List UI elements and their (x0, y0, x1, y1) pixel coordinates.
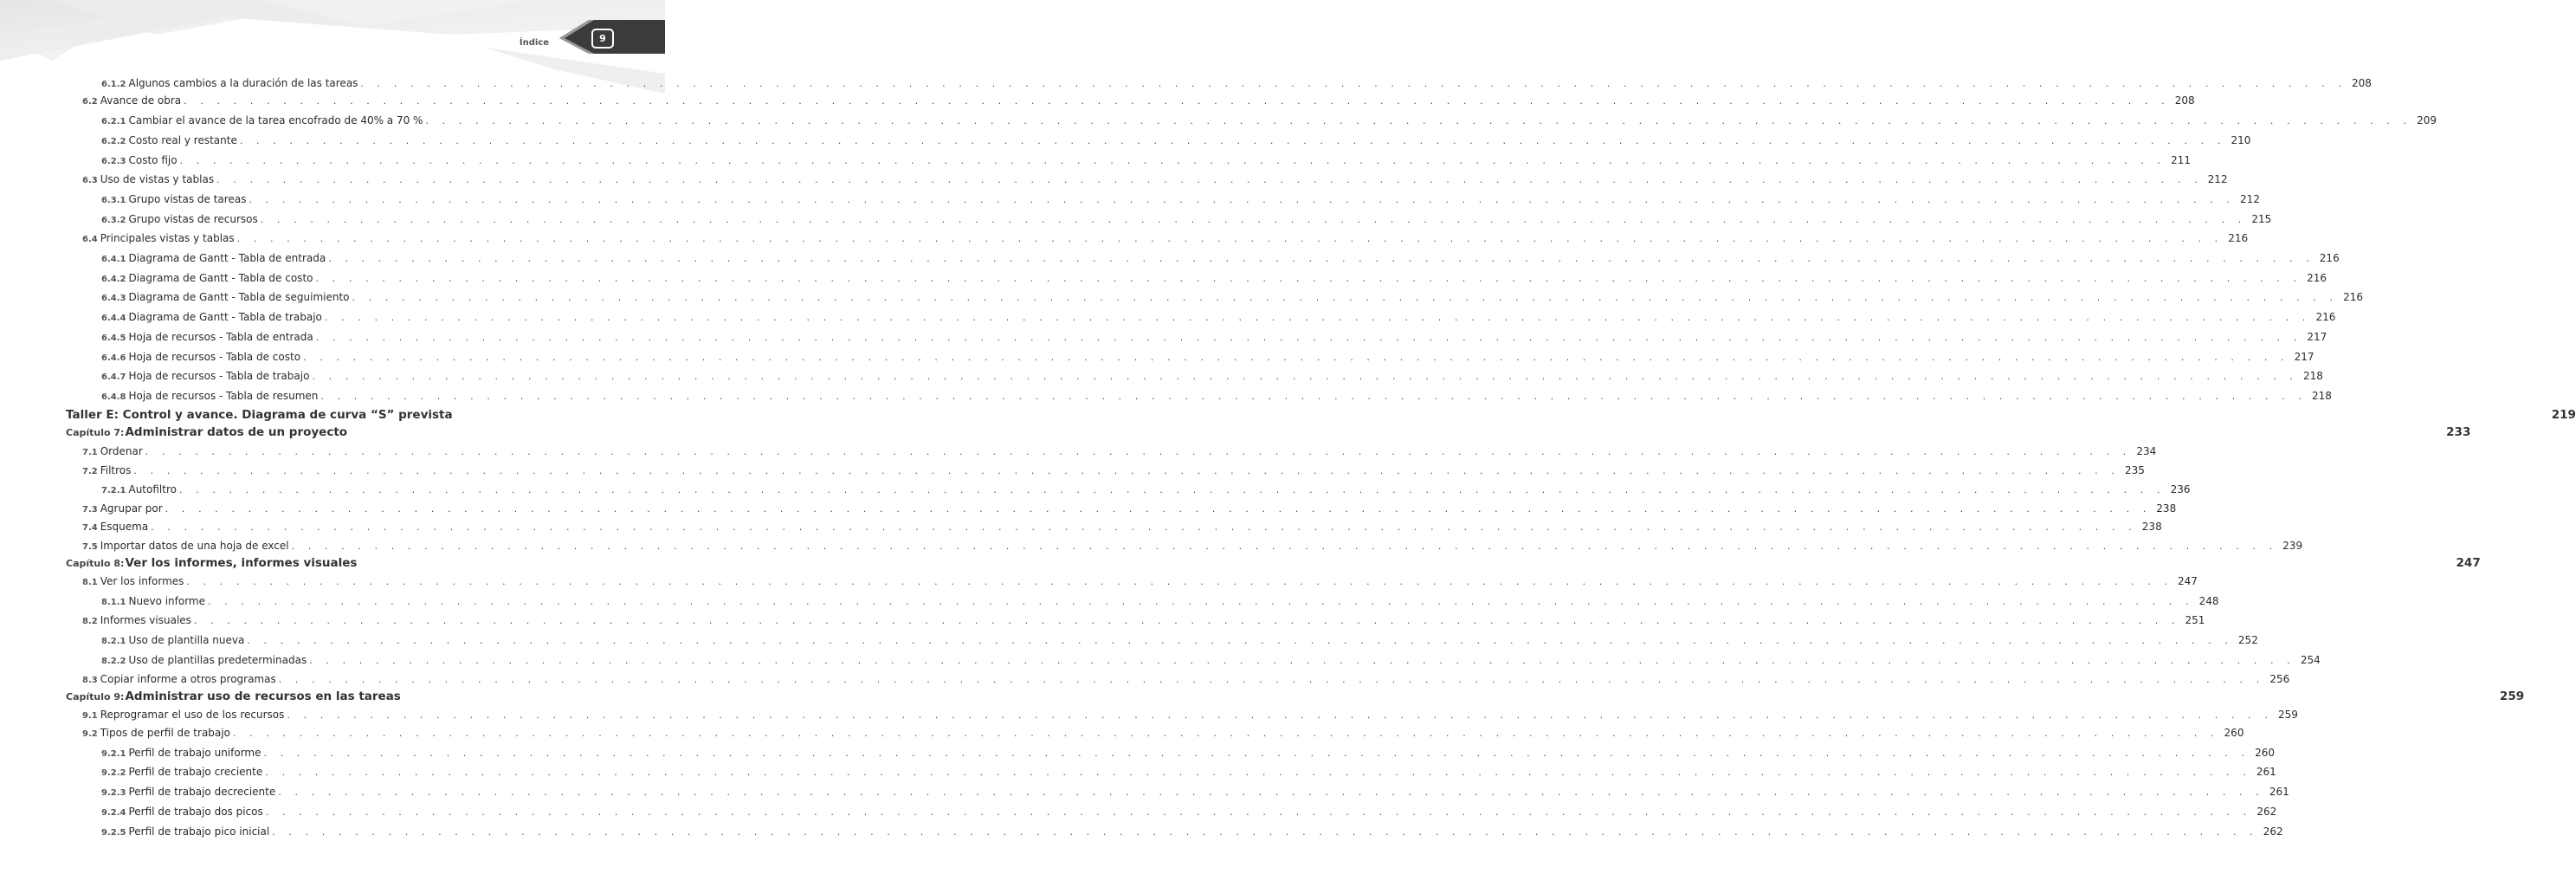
toc-entry-title (101, 213, 258, 225)
toc-entry-page: 248 (2198, 595, 2219, 607)
toc-entry-title (82, 502, 163, 515)
toc-entry-number: 9.2.3 (101, 788, 126, 798)
toc-leader-dots: . . . . . . . . . . . . . . . . . . . . . . . . . . . . . . . . . . . . . . . . . . . . . . . . . . . . . . . . . . . . . . . . . . . . . . . . . . . . . . . . . . . . . . . . . . . . . . . . . . . . . . . . . . . . . . . . . . . . . . . . (208, 596, 2194, 607)
toc-heading[interactable] (66, 408, 2576, 422)
toc-leader-dots: . . . . . . . . . . . . . . . . . . . . . . . . . . . . . . . . . . . . . . . . . . . . . . . . . . . . . . . . . . . . . . . . . . . . . . . . . . . . . . . . . . . . . . . . . . . . . . . . . . . . . . . . . . . . . . . . . . . . . . . . (179, 155, 2166, 166)
toc-entry-title (82, 521, 148, 533)
toc-entry-page: 215 (2251, 213, 2272, 225)
toc-leader-dots: . . . . . . . . . . . . . . . . . . . . . . . . . . . . . . . . . . . . . . . . . . . . . . . . . . . . . . . . . . . . . . . . . . . . . . . . . . . . . . . . . . . . . . . . . . . . . . . . . . . . . . . . . . . . . . . . . . . . . . . . (278, 787, 2264, 798)
toc-entry-text: Algunos cambios a la duración de las tareas (128, 77, 358, 89)
toc-entry-text: Diagrama de Gantt - Tabla de trabajo (128, 311, 322, 323)
toc-entry[interactable] (82, 94, 2195, 107)
toc-leader-dots: . . . . . . . . . . . . . . . . . . . . . . . . . . . . . . . . . . . . . . . . . . . . . . . . . . . . . . . . . . . . . . . . . . . . . . . . . . . . . . . . . . . . . . . . . . . . . . . . . . . . . . . . . . . . . . . . . . . . . . . . (425, 115, 2412, 126)
toc-entry-title (101, 77, 358, 89)
toc-entry-number: 6.4.1 (101, 255, 126, 264)
toc-entry-text: Perfil de trabajo uniforme (128, 747, 261, 759)
toc-leader-dots: . . . . . . . . . . . . . . . . . . . . . . . . . . . . . . . . . . . . . . . . . . . . . . . . . . . . . . . . . . . . . . . . . . . . . . . . . . . . . . . . . . . . . . . . . . . . . . . . . . . . . . . . . . . . . . . . . . . . . . . . (272, 826, 2258, 838)
toc-leader-dots: . . . . . . . . . . . . . . . . . . . . . . . . . . . . . . . . . . . . . . . . . . . . . . . . . . . . . . . . . . . . . . . . . . . . . . . . . . . . . . . . . . . . . . . . . . . . . . . . . . . . . . . . . . . . . . . . . . . . . . . . (239, 135, 2226, 146)
toc-entry-page: 262 (2256, 806, 2277, 818)
toc-entry-title (101, 370, 309, 382)
toc-leader-dots: . . . . . . . . . . . . . . . . . . . . . . . . . . . . . . . . . . . . . . . . . . . . . . . . . . . . . . . . . . . . . . . . . . . . . . . . . . . . . . . . . . . . . . . . . . . . . . . . . . . . . . . . . . . . . . . . . . . . . . . . (260, 214, 2247, 225)
toc-entry-number: 6.4.5 (101, 333, 126, 343)
toc-entry-page: 236 (2170, 483, 2191, 495)
toc-entry-text: Tipos de perfil de trabajo (100, 727, 230, 739)
toc-entry-text: Administrar uso de recursos en las tareas (125, 690, 401, 703)
toc-entry-text: Taller E: Control y avance. Diagrama de curva “S” prevista (66, 408, 453, 422)
toc-heading[interactable] (66, 425, 2471, 439)
toc-entry-text: Diagrama de Gantt - Tabla de entrada (128, 252, 326, 264)
toc-entry[interactable] (101, 747, 2275, 759)
toc-entry-title (101, 134, 237, 146)
toc-entry-text: Uso de plantillas predeterminadas (128, 654, 307, 666)
toc-entry[interactable] (101, 291, 2363, 303)
toc-leader-dots: . . . . . . . . . . . . . . . . . . . . . . . . . . . . . . . . . . . . . . . . . . . . . . . . . . . . . . . . . . . . . . . . . . . . . . . . . . . . . . . . . . . . . . . . . . . . . . . . . . . . . . . . . . . . . . . . . . . . . . . . (360, 78, 2347, 89)
toc-entry-page: 217 (2307, 331, 2327, 343)
toc-entry-page: 260 (2224, 727, 2244, 739)
toc-entry-title (101, 766, 262, 778)
toc-entry[interactable] (101, 351, 2315, 363)
toc-entry[interactable] (101, 311, 2336, 323)
toc-entry-page: 256 (2269, 673, 2290, 685)
toc-leader-dots: . . . . . . . . . . . . . . . . . . . . . . . . . . . . . . . . . . . . . . . . . . . . . . . . . . . . . . . . . . . . . . . . . . . . . . . . . . . . . . . . . . . . . . . . . . . . . . . . . . . . . . . . . . . . . . . . . . . . . . . . (265, 767, 2251, 778)
toc-entry[interactable] (101, 595, 2219, 607)
toc-entry-text: Importar datos de una hoja de excel (100, 540, 289, 552)
toc-entry[interactable] (82, 173, 2228, 185)
toc-entry-number: 9.2.5 (101, 828, 126, 838)
toc-entry-text: Informes visuales (100, 614, 191, 626)
toc-entry-number: 6.3 (82, 176, 98, 185)
toc-entry-number: 8.2.2 (101, 657, 126, 666)
toc-entry[interactable] (101, 483, 2191, 495)
toc-entry-page: 251 (2185, 614, 2205, 626)
toc-entry[interactable] (101, 786, 2289, 798)
toc-entry[interactable] (82, 445, 2157, 457)
toc-entry-number: 6.4.4 (101, 314, 126, 323)
toc-entry-number: 6.3.1 (101, 196, 126, 205)
toc-entry-number: 6.4 (82, 235, 98, 244)
toc-leader-dots: . . . . . . . . . . . . . . . . . . . . . . . . . . . . . . . . . . . . . . . . . . . . . . . . . . . . . . . . . . . . . . . . . . . . . . . . . . . . . . . . . . . . . . . . . . . . . . . . . . . . . . . . . . . . . . . . . . . . . . . . (278, 674, 2265, 685)
toc-entry-text: Hoja de recursos - Tabla de entrada (128, 331, 313, 343)
toc-leader-dots: . . . . . . . . . . . . . . . . . . . . . . . . . . . . . . . . . . . . . . . . . . . . . . . . . . . . . . . . . . . . . . . . . . . . . . . . . . . . . . . . . . . . . . . . . . . . . . . . . . . . . . . . . . . . . . . . . . . . . . . . (320, 391, 2307, 402)
toc-entry-number: 6.1.2 (101, 80, 126, 89)
toc-entry-text: Hoja de recursos - Tabla de trabajo (128, 370, 310, 382)
toc-entry[interactable] (101, 766, 2276, 778)
toc-entry-text: Esquema (100, 521, 149, 533)
toc-entry-page: 208 (2352, 77, 2372, 89)
toc-leader-dots: . . . . . . . . . . . . . . . . . . . . . . . . . . . . . . . . . . . . . . . . . . . . . . . . . . . . . . . . . . . . . . . . . . . . . . . . . . . . . . . . . . . . . . . . . . . . . . . . . . . . . . . . . . . . . . . . . . . . . . . . (315, 273, 2302, 284)
toc-entry-number: 7.5 (82, 542, 98, 552)
toc-entry-text: Nuevo informe (128, 595, 206, 607)
toc-entry-page: 216 (2307, 272, 2327, 284)
toc-entry-title (101, 483, 177, 495)
toc-leader-dots: . . . . . . . . . . . . . . . . . . . . . . . . . . . . . . . . . . . . . . . . . . . . . . . . . . . . . . . . . . . . . . . . . . . . . . . . . . . . . . . . . . . . . . . . . . . . . . . . . . . . . . . . . . . . . . . . . . . . . . . . (151, 521, 2137, 533)
toc-entry[interactable] (101, 77, 2372, 89)
toc-entry-text: Hoja de recursos - Tabla de costo (128, 351, 301, 363)
toc-entry-page: 212 (2240, 193, 2260, 205)
toc-entry-number: 9.2.4 (101, 808, 126, 818)
toc-entry-page: 211 (2171, 154, 2192, 166)
toc-entry-text: Administrar datos de un proyecto (125, 425, 348, 439)
toc-entry-number: 8.2 (82, 617, 98, 626)
toc-entry[interactable] (101, 825, 2283, 838)
toc-entry-page: 216 (2228, 232, 2249, 244)
toc-entry-page: 218 (2311, 390, 2332, 402)
toc-leader-dots: . . . . . . . . . . . . . . . . . . . . . . . . . . . . . . . . . . . . . . . . . . . . . . . . . . . . . . . . . . . . . . . . . . . . . . . . . . . . . . . . . . . . . . . . . . . . . . . . . . . . . . . . . . . . . . . . . . . . . . . . (303, 352, 2289, 363)
toc-entry-page: 216 (2343, 291, 2363, 303)
toc-entry-text: Perfil de trabajo decreciente (128, 786, 276, 798)
toc-entry-number: Capítulo 8: (66, 558, 125, 569)
toc-entry-text: Agrupar por (100, 502, 163, 515)
section-title: Índice (519, 38, 549, 48)
toc-entry[interactable] (101, 114, 2437, 126)
toc-leader-dots: . . . . . . . . . . . . . . . . . . . . . . . . . . . . . . . . . . . . . . . . . . . . . . . . . . . . . . . . . . . . . . . . . . . . . . . . . . . . . . . . . . . . . . . . . . . . . . . . . . . . . . . . . . . . . . . . . . . . . . . . (133, 465, 2120, 476)
toc-entry-page: 260 (2255, 747, 2275, 759)
toc-entry-number: 9.2.1 (101, 749, 126, 759)
toc-entry-page: 254 (2300, 654, 2321, 666)
toc-entry-text: Diagrama de Gantt - Tabla de costo (128, 272, 313, 284)
toc-entry[interactable] (82, 575, 2198, 587)
toc-leader-dots: . . . . . . . . . . . . . . . . . . . . . . . . . . . . . . . . . . . . . . . . . . . . . . . . . . . . . . . . . . . . . . . . . . . . . . . . . . . . . . . . . . . . . . . . . . . . . . . . . . . . . . . . . . . . . . . . . . . . . . . . (291, 541, 2278, 552)
toc-entry-title (101, 331, 313, 343)
toc-entry-title (82, 445, 143, 457)
toc-leader-dots: . . . . . . . . . . . . . . . . . . . . . . . . . . . . . . . . . . . . . . . . . . . . . . . . . . . . . . . . . . . . . . . . . . . . . . . . . . . . . . . . . . . . . . . . . . . . . . . . . . . . . . . . . . . . . . . . . . . . . . . . (186, 576, 2173, 587)
toc-entry-text: Autofiltro (128, 483, 177, 495)
toc-entry-text: Perfil de trabajo creciente (128, 766, 263, 778)
toc-entry-page: 216 (2315, 311, 2336, 323)
toc-entry[interactable] (82, 502, 2177, 515)
toc-entry-page: 235 (2124, 464, 2145, 476)
toc-leader-dots: . . . . . . . . . . . . . . . . . . . . . . . . . . . . . . . . . . . . . . . . . . . . . . . . . . . . . . . . . . . . . . . . . . . . . . . . . . . . . . . . . . . . . . . . . . . . . . . . . . . . . . . . . . . . . . . . . . . . . . . . (165, 503, 2152, 515)
toc-entry[interactable] (101, 634, 2258, 646)
toc-entry-number: 6.4.3 (101, 294, 126, 303)
toc-entry-number: 6.4.8 (101, 392, 126, 402)
toc-entry-title (101, 806, 263, 818)
toc-entry-text: Perfil de trabajo dos picos (128, 806, 263, 818)
toc-entry-title (82, 614, 191, 626)
toc-leader-dots: . . . . . . . . . . . . . . . . . . . . . . . . . . . . . . . . . . . . . . . . . . . . . . . . . . . . . . . . . . . . . . . . . . . . . . . . . . . . . . . . . . . . . . . . . . . . . . . . . . . . . . . . . . . . . . . . . . . . . . . . (193, 615, 2180, 626)
page-number: 9 (591, 29, 614, 49)
toc-entry-title (101, 747, 261, 759)
toc-entry-text: Diagrama de Gantt - Tabla de seguimiento (128, 291, 350, 303)
toc-entry-text: Hoja de recursos - Tabla de resumen (128, 390, 319, 402)
toc-entry-title (82, 673, 276, 685)
toc-entry[interactable] (101, 252, 2340, 264)
toc-entry-title (101, 311, 322, 323)
toc-leader-dots: . . . . . . . . . . . . . . . . . . . . . . . . . . . . . . . . . . . . . . . . . . . . . . . . . . . . . . . . . . . . . . . . . . . . . . . . . . . . . . . . . . . . . . . . . . . . . . . . . . . . . . . . . . . . . . . . . . . . . . . . (145, 446, 2132, 457)
toc-entry-number: 7.2.1 (101, 486, 126, 495)
toc-entry-number: 6.3.2 (101, 216, 126, 225)
toc-entry-number: 7.3 (82, 505, 98, 515)
toc-heading[interactable] (66, 556, 2481, 570)
toc-entry-number: 8.2.1 (101, 637, 126, 646)
toc-entry-text: Avance de obra (100, 94, 182, 107)
toc-entry-page: 234 (2136, 445, 2157, 457)
toc-entry-title (101, 786, 275, 798)
toc-entry-page: 216 (2319, 252, 2340, 264)
toc-entry[interactable] (101, 390, 2332, 402)
toc-entry-number: 6.4.2 (101, 275, 126, 284)
toc-entry-title (101, 654, 307, 666)
toc-entry-text: Costo fijo (128, 154, 178, 166)
toc-entry-text: Ver los informes, informes visuales (125, 556, 358, 570)
toc-leader-dots: . . . . . . . . . . . . . . . . . . . . . . . . . . . . . . . . . . . . . . . . . . . . . . . . . . . . . . . . . . . . . . . . . . . . . . . . . . . . . . . . . . . . . . . . . . . . . . . . . . . . . . . . . . . . . . . . . . . . . . . . (247, 635, 2233, 646)
toc-entry-page: 208 (2174, 94, 2195, 107)
toc-entry-page: 219 (2551, 408, 2576, 422)
toc-entry[interactable] (101, 370, 2323, 382)
toc-entry-title (82, 232, 235, 244)
toc-entry-page: 238 (2141, 521, 2162, 533)
toc-entry-title (66, 556, 357, 570)
toc-entry-title (101, 252, 326, 264)
toc-entry-title (101, 825, 269, 838)
toc-leader-dots: . . . . . . . . . . . . . . . . . . . . . . . . . . . . . . . . . . . . . . . . . . . . . . . . . . . . . . . . . . . . . . . . . . . . . . . . . . . . . . . . . . . . . . . . . . . . . . . . . . . . . . . . . . . . . . . . . . . . . . . . (178, 484, 2166, 495)
toc-entry-number: 6.2.3 (101, 157, 126, 166)
toc-entry-text: Ordenar (100, 445, 143, 457)
toc-leader-dots: . . . . . . . . . . . . . . . . . . . . . . . . . . . . . . . . . . . . . . . . . . . . . . . . . . . . . . . . . . . . . . . . . . . . . . . . . . . . . . . . . . . . . . . . . . . . . . . . . . . . . . . . . . . . . . . . . . . . . . . . (324, 312, 2311, 323)
toc-entry[interactable] (82, 727, 2244, 739)
toc-entry-page: 233 (2446, 425, 2471, 439)
toc-entry-title (101, 390, 318, 402)
toc-entry-page: 247 (2456, 556, 2481, 570)
toc-entry[interactable] (101, 272, 2327, 284)
toc-entry-text: Principales vistas y tablas (100, 232, 235, 244)
toc-entry-page: 212 (2207, 173, 2228, 185)
toc-entry[interactable] (101, 806, 2277, 818)
toc-leader-dots: . . . . . . . . . . . . . . . . . . . . . . . . . . . . . . . . . . . . . . . . . . . . . . . . . . . . . . . . . . . . . . . . . . . . . . . . . . . . . . . . . . . . . . . . . . . . . . . . . . . . . . . . . . . . . . . . . . . . . . . . (263, 748, 2250, 759)
toc-entry-text: Perfil de trabajo pico inicial (128, 825, 270, 838)
toc-entry-number: 8.3 (82, 676, 98, 685)
toc-entry[interactable] (82, 540, 2303, 552)
toc-entry-number: 6.4.7 (101, 372, 126, 382)
toc-entry-page: 261 (2269, 786, 2289, 798)
toc-entry-text: Cambiar el avance de la tarea encofrado de 40% a 70 % (128, 114, 423, 126)
toc-entry-page: 261 (2256, 766, 2276, 778)
toc-entry-number: 6.4.6 (101, 353, 126, 363)
toc-entry-page: 210 (2231, 134, 2251, 146)
toc-entry-number: 7.2 (82, 467, 98, 476)
toc-entry-number: 6.2 (82, 97, 98, 107)
toc-entry-number: Capítulo 7: (66, 427, 125, 438)
toc-entry[interactable] (101, 134, 2251, 146)
toc-entry[interactable] (82, 614, 2205, 626)
toc-entry-number: 9.2 (82, 729, 98, 739)
toc-entry-page: 259 (2277, 709, 2298, 721)
toc-entry-number: 7.4 (82, 523, 98, 533)
toc-entry-number: 6.2.2 (101, 137, 126, 146)
toc-entry-text: Uso de vistas y tablas (100, 173, 215, 185)
toc-entry-title (101, 272, 313, 284)
toc-leader-dots: . . . . . . . . . . . . . . . . . . . . . . . . . . . . . . . . . . . . . . . . . . . . . . . . . . . . . . . . . . . . . . . . . . . . . . . . . . . . . . . . . . . . . . . . . . . . . . . . . . . . . . . . . . . . . . . . . . . . . . . . (352, 292, 2339, 303)
toc-entry[interactable] (101, 193, 2260, 205)
toc-entry-text: Reprogramar el uso de los recursos (100, 709, 285, 721)
toc-leader-dots: . . . . . . . . . . . . . . . . . . . . . . . . . . . . . . . . . . . . . . . . . . . . . . . . . . . . . . . . . . . . . . . . . . . . . . . . . . . . . . . . . . . . . . . . . . . . . . . . . . . . . . . . . . . . . . . . . . . . . . . . (328, 253, 2315, 264)
toc-entry-title (101, 351, 300, 363)
toc-entry[interactable] (82, 673, 2290, 685)
toc-leader-dots: . . . . . . . . . . . . . . . . . . . . . . . . . . . . . . . . . . . . . . . . . . . . . . . . . . . . . . . . . . . . . . . . . . . . . . . . . . . . . . . . . . . . . . . . . . . . . . . . . . . . . . . . . . . . . . . . . . . . . . . . (184, 95, 2170, 107)
toc-entry-page: 259 (2499, 690, 2525, 703)
toc-entry-text: Copiar informe a otros programas (100, 673, 276, 685)
toc-entry-title (101, 154, 178, 166)
toc-entry-page: 239 (2282, 540, 2303, 552)
toc-leader-dots: . . . . . . . . . . . . . . . . . . . . . . . . . . . . . . . . . . . . . . . . . . . . . . . . . . . . . . . . . . . . . . . . . . . . . . . . . . . . . . . . . . . . . . . . . . . . . . . . . . . . . . . . . . . . . . . . . . . . . . . . (265, 806, 2252, 818)
toc-leader-dots: . . . . . . . . . . . . . . . . . . . . . . . . . . . . . . . . . . . . . . . . . . . . . . . . . . . . . . . . . . . . . . . . . . . . . . . . . . . . . . . . . . . . . . . . . . . . . . . . . . . . . . . . . . . . . . . . . . . . . . . . (315, 332, 2302, 343)
toc-leader-dots: . . . . . . . . . . . . . . . . . . . . . . . . . . . . . . . . . . . . . . . . . . . . . . . . . . . . . . . . . . . . . . . . . . . . . . . . . . . . . . . . . . . . . . . . . . . . . . . . . . . . . . . . . . . . . . . . . . . . . . . . (309, 655, 2295, 666)
toc-entry[interactable] (101, 213, 2272, 225)
toc-entry[interactable] (101, 331, 2327, 343)
toc-entry-title (101, 193, 246, 205)
toc-entry-number: 8.1.1 (101, 598, 126, 607)
toc-entry-page: 217 (2294, 351, 2315, 363)
toc-entry-title (66, 425, 347, 439)
toc-entry-text: Costo real y restante (128, 134, 237, 146)
toc-entry-title (82, 727, 230, 739)
toc-entry[interactable] (82, 521, 2162, 533)
toc-entry-text: Grupo vistas de recursos (128, 213, 258, 225)
toc-entry-text: Uso de plantilla nueva (128, 634, 245, 646)
toc-entry-number: Capítulo 9: (66, 691, 125, 702)
toc-entry-text: Ver los informes (100, 575, 184, 587)
toc-entry[interactable] (82, 464, 2145, 476)
toc-entry-page: 218 (2303, 370, 2323, 382)
toc-entry-number: 6.2.1 (101, 117, 126, 126)
toc-entry-title (66, 408, 453, 422)
toc-entry-number: 9.1 (82, 711, 98, 721)
toc-entry-number: 9.2.2 (101, 768, 126, 778)
toc-entry-page: 262 (2263, 825, 2283, 838)
toc-leader-dots: . . . . . . . . . . . . . . . . . . . . . . . . . . . . . . . . . . . . . . . . . . . . . . . . . . . . . . . . . . . . . . . . . . . . . . . . . . . . . . . . . . . . . . . . . . . . . . . . . . . . . . . . . . . . . . . . . . . . . . . . (287, 709, 2273, 721)
toc-entry-title (66, 690, 401, 703)
toc-entry-title (82, 94, 181, 107)
toc-entry-title (82, 575, 184, 587)
toc-entry-text: Filtros (100, 464, 132, 476)
toc-entry-title (101, 595, 205, 607)
toc-leader-dots: . . . . . . . . . . . . . . . . . . . . . . . . . . . . . . . . . . . . . . . . . . . . . . . . . . . . . . . . . . . . . . . . . . . . . . . . . . . . . . . . . . . . . . . . . . . . . . . . . . . . . . . . . . . . . . . . . . . . . . . . (216, 174, 2203, 185)
toc-entry-title (101, 634, 244, 646)
toc-entry-page: 209 (2417, 114, 2437, 126)
toc-entry-title (82, 709, 284, 721)
toc-leader-dots: . . . . . . . . . . . . . . . . . . . . . . . . . . . . . . . . . . . . . . . . . . . . . . . . . . . . . . . . . . . . . . . . . . . . . . . . . . . . . . . . . . . . . . . . . . . . . . . . . . . . . . . . . . . . . . . . . . . . . . . . (249, 194, 2236, 205)
toc-entry[interactable] (82, 709, 2298, 721)
toc-entry-title (82, 540, 289, 552)
toc-entry[interactable] (82, 232, 2249, 244)
toc-leader-dots: . . . . . . . . . . . . . . . . . . . . . . . . . . . . . . . . . . . . . . . . . . . . . . . . . . . . . . . . . . . . . . . . . . . . . . . . . . . . . . . . . . . . . . . . . . . . . . . . . . . . . . . . . . . . . . . . . . . . . . . . (236, 233, 2224, 244)
toc-entry-text: Grupo vistas de tareas (128, 193, 247, 205)
toc-entry[interactable] (101, 654, 2321, 666)
toc-entry-title (82, 173, 214, 185)
toc-leader-dots: . . . . . . . . . . . . . . . . . . . . . . . . . . . . . . . . . . . . . . . . . . . . . . . . . . . . . . . . . . . . . . . . . . . . . . . . . . . . . . . . . . . . . . . . . . . . . . . . . . . . . . . . . . . . . . . . . . . . . . . . (232, 728, 2219, 739)
toc-leader-dots: . . . . . . . . . . . . . . . . . . . . . . . . . . . . . . . . . . . . . . . . . . . . . . . . . . . . . . . . . . . . . . . . . . . . . . . . . . . . . . . . . . . . . . . . . . . . . . . . . . . . . . . . . . . . . . . . . . . . . . . . (312, 371, 2299, 382)
toc-entry-title (101, 114, 423, 126)
toc-entry-number: 8.1 (82, 578, 98, 587)
toc-entry-page: 238 (2156, 502, 2177, 515)
toc-entry-page: 252 (2237, 634, 2258, 646)
toc-entry-title (101, 291, 350, 303)
toc-entry[interactable] (101, 154, 2192, 166)
toc-heading[interactable] (66, 690, 2525, 703)
toc-entry-number: 7.1 (82, 448, 98, 457)
toc-entry-title (82, 464, 131, 476)
toc-entry-page: 247 (2178, 575, 2198, 587)
